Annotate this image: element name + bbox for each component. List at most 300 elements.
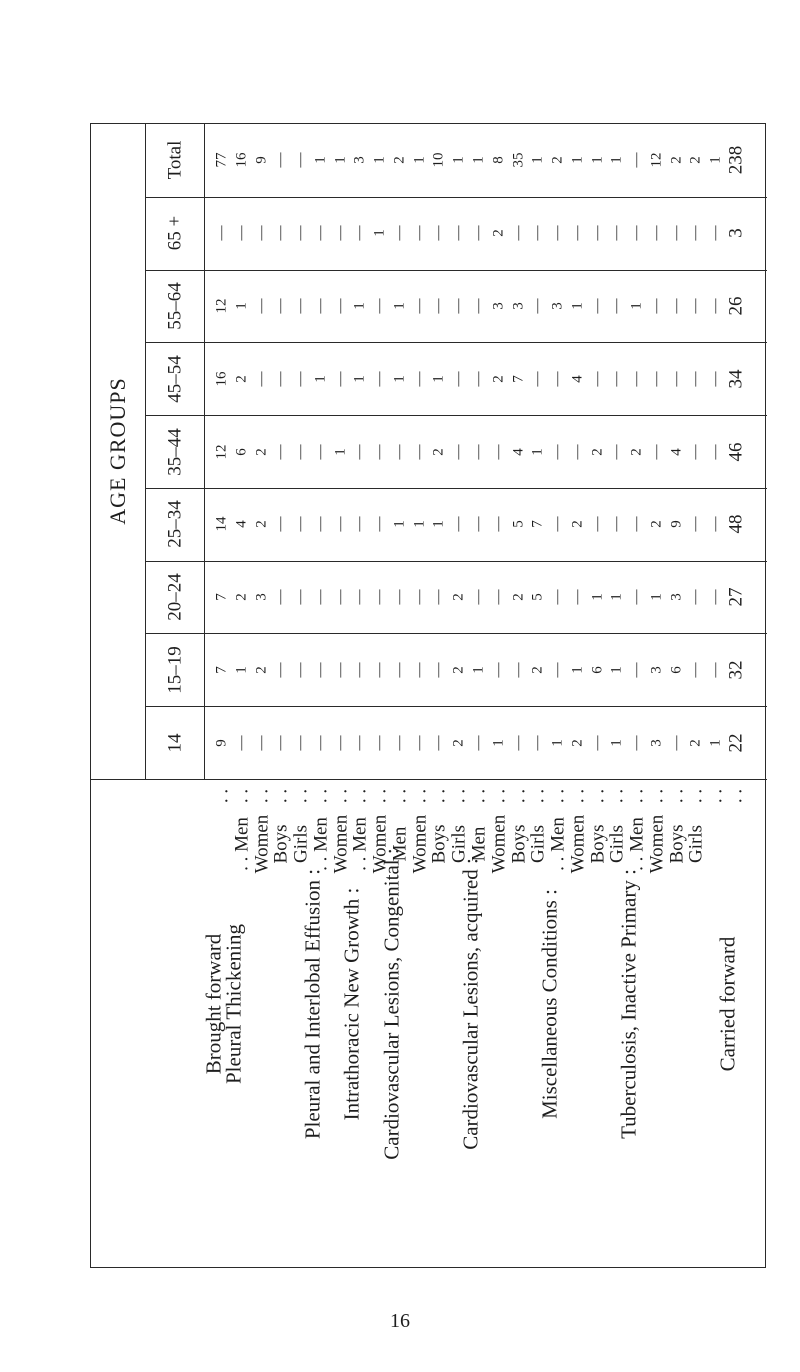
table-cell: — (628, 589, 645, 605)
table-cell: — (371, 662, 388, 678)
row-leader-dots: . . (231, 788, 253, 804)
table-cell: — (648, 371, 665, 387)
table-cell: 8 (490, 156, 507, 165)
row-leader-dots: . . (349, 788, 371, 804)
table-cell: — (351, 662, 368, 678)
table-cell: — (687, 662, 704, 678)
row-leader-dots: . . (290, 788, 312, 804)
column-divider (145, 561, 767, 562)
table-cell: — (549, 225, 566, 241)
table-cell: — (549, 371, 566, 387)
table-cell: — (292, 298, 309, 314)
table-cell: — (529, 371, 546, 387)
table-cell: 2 (253, 666, 270, 674)
table-cell: — (312, 444, 329, 459)
row-sex-label: . . Men (349, 817, 371, 871)
column-header: 25–34 (164, 500, 186, 549)
table-cell: — (470, 589, 487, 605)
table-cell: — (549, 444, 566, 459)
table-cell: — (312, 589, 329, 605)
row-leader-dots: . . (389, 788, 411, 804)
row-sex-label: Men (389, 826, 411, 862)
table-cell: — (391, 662, 408, 678)
table-cell: — (628, 662, 645, 678)
row-group-label: Intrathoracic New Growth : (339, 887, 364, 1121)
row-leader-dots: . . (685, 788, 707, 804)
table-cell: — (371, 516, 388, 532)
row-sex-label: Women (369, 814, 391, 874)
table-cell: — (470, 298, 487, 314)
row-leader-dots: . . (705, 788, 727, 804)
table-cell: — (470, 735, 487, 751)
table-cell: — (332, 662, 349, 678)
column-divider (145, 488, 767, 489)
table-cell: — (470, 516, 487, 532)
table-cell: 1 (608, 738, 625, 747)
table-cell: — (628, 371, 645, 387)
table-cell: — (668, 298, 685, 314)
table-cell: — (529, 298, 546, 314)
table-cell: 2 (253, 520, 270, 529)
row-sex-label: Men (468, 826, 490, 862)
row-sex-label: Girls (290, 825, 312, 863)
table-cell: 2 (549, 156, 566, 165)
table-cell: — (450, 371, 467, 387)
table-cell: — (648, 225, 665, 241)
table-cell: — (312, 516, 329, 532)
table-cell: 2 (430, 447, 447, 456)
table-cell: 1 (608, 593, 625, 601)
table-cell: — (648, 298, 665, 314)
table-cell: 14 (213, 516, 230, 532)
table-cell: — (707, 298, 724, 314)
column-header: 14 (164, 733, 186, 753)
column-divider (145, 706, 767, 707)
table-cell: — (391, 735, 408, 751)
table-cell: 48 (725, 514, 747, 534)
body-divider (91, 779, 767, 780)
table-cell: 2 (450, 593, 467, 601)
table-cell: 3 (725, 228, 747, 238)
column-header: 55–64 (164, 282, 186, 330)
table-cell: 1 (549, 738, 566, 747)
table-cell: — (371, 444, 388, 459)
column-header: 20–24 (164, 573, 186, 621)
table-cell: — (391, 589, 408, 605)
table-cell: 4 (510, 447, 527, 456)
row-sex-label: Women (409, 814, 431, 874)
row-group-label: Brought forward (201, 933, 226, 1075)
table-cell: 27 (725, 587, 747, 607)
row-leader-dots: . . (626, 788, 648, 804)
table-cell: — (707, 371, 724, 387)
row-leader-dots: . . (666, 788, 688, 804)
table-cell: — (332, 589, 349, 605)
table-cell: 1 (608, 156, 625, 165)
heading-divider (204, 124, 205, 779)
table-cell: — (668, 735, 685, 751)
column-divider (145, 415, 767, 416)
row-group-label: Pleural Thickening (221, 924, 246, 1084)
row-leader-dots: . . (448, 788, 470, 804)
table-cell: 1 (312, 374, 329, 383)
table-cell: — (430, 735, 447, 751)
table-cell: 1 (312, 156, 329, 165)
table-cell: — (312, 735, 329, 751)
table-cell: 9 (253, 156, 270, 165)
row-group-label: Pleural and Interlobal Effusion : (300, 868, 325, 1140)
table-cell: — (707, 225, 724, 241)
table-cell: — (589, 298, 606, 314)
table-cell: 1 (569, 156, 586, 165)
table-cell: 1 (351, 374, 368, 383)
table-cell: — (608, 225, 625, 241)
row-sex-label: Girls (606, 825, 628, 863)
table-cell: — (470, 371, 487, 387)
row-leader-dots: . . (567, 788, 589, 804)
table-cell: — (687, 444, 704, 459)
table-cell: — (608, 516, 625, 532)
table-cell: 4 (233, 520, 250, 529)
table-cell: 1 (707, 156, 724, 165)
table-cell: 2 (490, 229, 507, 237)
table-cell: — (569, 589, 586, 605)
table-cell: — (371, 371, 388, 387)
table-cell: 7 (510, 374, 527, 383)
table-cell: — (430, 225, 447, 241)
row-sex-label: Boys (587, 824, 609, 864)
row-leader-dots: . . (330, 788, 352, 804)
row-sex-label: Women (567, 814, 589, 874)
table-cell: — (272, 662, 289, 678)
title-divider (145, 124, 146, 779)
row-leader-dots: . . (270, 788, 292, 804)
table-cell: 1 (470, 666, 487, 674)
row-sex-label: Women (330, 814, 352, 874)
row-sex-label: Boys (508, 824, 530, 864)
table-cell: 1 (332, 447, 349, 456)
row-sex-label: Women (251, 814, 273, 874)
table-cell: 1 (490, 738, 507, 747)
table-cell: — (510, 225, 527, 241)
table-cell: 1 (608, 666, 625, 674)
row-leader-dots: . . (251, 788, 273, 804)
table-cell: — (351, 735, 368, 751)
table-cell: — (687, 371, 704, 387)
table-cell: — (351, 444, 368, 459)
table-cell: 1 (233, 302, 250, 310)
table-cell: 3 (510, 302, 527, 310)
table-cell: — (272, 735, 289, 751)
row-leader-dots: . . (310, 788, 332, 804)
row-leader-dots: . . (587, 788, 609, 804)
table-cell: — (332, 371, 349, 387)
column-header: Total (164, 140, 186, 180)
table-cell: 4 (668, 447, 685, 456)
table-cell: — (233, 225, 250, 241)
table-cell: — (569, 225, 586, 241)
table-cell: 2 (529, 666, 546, 674)
table-cell: 1 (707, 738, 724, 747)
table-cell: — (411, 589, 428, 605)
row-leader-dots: . . (646, 788, 668, 804)
table-cell: — (687, 516, 704, 532)
table-cell: — (608, 371, 625, 387)
table-cell: — (411, 225, 428, 241)
table-cell: — (707, 444, 724, 459)
row-leader-dots: . . (369, 788, 391, 804)
table-cell: 238 (725, 146, 747, 175)
table-cell: 9 (213, 738, 230, 747)
table-cell: 5 (529, 593, 546, 601)
table-cell: — (608, 298, 625, 314)
column-divider (145, 197, 767, 198)
row-sex-label: Girls (527, 825, 549, 863)
table-cell: — (371, 735, 388, 751)
table-cell: — (707, 662, 724, 678)
table-cell: — (648, 444, 665, 459)
table-cell: — (589, 371, 606, 387)
table-cell: 1 (371, 229, 388, 237)
table-cell: — (292, 516, 309, 532)
table-cell: — (510, 662, 527, 678)
table-cell: 2 (450, 738, 467, 747)
table-cell: 2 (569, 520, 586, 529)
table-cell: — (411, 444, 428, 459)
table-cell: — (272, 298, 289, 314)
table-cell: 1 (233, 666, 250, 674)
table-cell: — (668, 225, 685, 241)
table-cell: 46 (725, 442, 747, 461)
row-sex-label: . . Men (626, 817, 648, 871)
table-cell: 1 (529, 447, 546, 456)
age-groups-table (90, 123, 766, 1268)
table-cell: 16 (233, 152, 250, 168)
table-cell: 1 (411, 156, 428, 165)
table-cell: 35 (510, 152, 527, 168)
table-cell: — (253, 735, 270, 751)
table-cell: 2 (628, 447, 645, 456)
table-cell: — (351, 516, 368, 532)
table-cell: — (628, 516, 645, 532)
table-cell: 1 (470, 156, 487, 165)
table-cell: — (332, 735, 349, 751)
table-cell: 7 (213, 593, 230, 601)
table-cell: 1 (430, 520, 447, 529)
row-leader-dots: . . (547, 788, 569, 804)
table-cell: — (411, 298, 428, 314)
table-cell: 2 (450, 666, 467, 674)
table-cell: — (450, 225, 467, 241)
table-cell: 34 (725, 369, 747, 389)
table-cell: 6 (668, 666, 685, 674)
table-cell: 2 (589, 447, 606, 456)
row-group-label: Miscellaneous Conditions : (537, 889, 562, 1119)
table-cell: 1 (450, 156, 467, 165)
row-group-label: Carried forward (715, 936, 740, 1072)
table-cell: 2 (490, 374, 507, 383)
table-cell: — (430, 298, 447, 314)
table-cell: — (490, 516, 507, 532)
table-cell: — (628, 735, 645, 751)
table-cell: 1 (430, 374, 447, 383)
table-cell: 3 (351, 156, 368, 165)
table-cell: 9 (668, 520, 685, 529)
table-cell: 1 (628, 302, 645, 310)
table-cell: 1 (648, 593, 665, 601)
table-cell: 1 (589, 593, 606, 601)
table-cell: 32 (725, 660, 747, 680)
table-cell: — (470, 225, 487, 241)
table-cell: — (292, 589, 309, 605)
table-cell: — (272, 371, 289, 387)
table-cell: — (490, 589, 507, 605)
row-leader-dots: . . (527, 788, 549, 804)
table-cell: 12 (213, 298, 230, 314)
table-cell: — (549, 589, 566, 605)
table-cell: 2 (253, 447, 270, 456)
row-leader-dots: . . (488, 788, 510, 804)
column-header: 15–19 (164, 646, 186, 694)
table-cell: 1 (529, 156, 546, 165)
table-cell: 1 (569, 666, 586, 674)
row-leader-dots: . . (211, 788, 233, 804)
table-cell: — (312, 662, 329, 678)
table-cell: — (628, 225, 645, 241)
table-cell: 3 (549, 302, 566, 310)
table-cell: — (687, 225, 704, 241)
table-cell: — (707, 589, 724, 605)
column-header: 65 + (164, 215, 186, 251)
table-cell: — (332, 225, 349, 241)
table-cell: — (253, 225, 270, 241)
table-cell: — (272, 516, 289, 532)
row-sex-label: Women (488, 814, 510, 874)
row-leader-dots: . . (428, 788, 450, 804)
table-cell: 2 (687, 156, 704, 165)
table-cell: 1 (569, 302, 586, 310)
table-cell: 1 (351, 302, 368, 310)
row-sex-label: . . Men (310, 817, 332, 871)
table-cell: — (411, 371, 428, 387)
table-cell: 77 (213, 152, 230, 168)
table-cell: — (608, 444, 625, 459)
table-cell: — (569, 444, 586, 459)
row-sex-label: . . Men (231, 817, 253, 871)
table-cell: 2 (668, 156, 685, 165)
table-cell: — (450, 516, 467, 532)
table-cell: — (292, 152, 309, 168)
table-cell: 2 (233, 374, 250, 383)
table-cell: — (529, 735, 546, 751)
table-cell: 3 (253, 593, 270, 601)
table-cell: — (292, 371, 309, 387)
table-cell: — (450, 298, 467, 314)
table-cell: — (351, 589, 368, 605)
table-cell: — (490, 662, 507, 678)
table-cell: 12 (213, 444, 230, 459)
table-cell: — (411, 735, 428, 751)
table-cell: — (470, 444, 487, 459)
table-cell: — (687, 298, 704, 314)
column-header: 45–54 (164, 354, 186, 403)
table-cell: — (253, 371, 270, 387)
table-cell: — (490, 444, 507, 459)
table-cell: 4 (569, 374, 586, 383)
table-cell: — (272, 589, 289, 605)
table-title: AGE GROUPS (105, 377, 130, 525)
table-cell: — (430, 589, 447, 605)
table-cell: 1 (391, 520, 408, 529)
table-cell: — (292, 662, 309, 678)
table-cell: — (411, 662, 428, 678)
table-cell: 2 (391, 156, 408, 165)
table-cell: 3 (648, 666, 665, 674)
table-cell: — (589, 735, 606, 751)
table-cell: 2 (648, 520, 665, 529)
table-cell: 10 (430, 152, 447, 168)
table-cell: — (312, 298, 329, 314)
table-cell: — (589, 225, 606, 241)
table-cell: 3 (490, 302, 507, 310)
table-cell: — (292, 735, 309, 751)
row-group-label: Tuberculosis, Inactive Primary : (616, 869, 641, 1139)
table-cell: 7 (529, 520, 546, 529)
table-cell: — (707, 516, 724, 532)
table-cell: 3 (668, 593, 685, 601)
table-cell: — (687, 589, 704, 605)
table-cell: 2 (687, 738, 704, 747)
table-cell: 1 (332, 156, 349, 165)
table-cell: — (292, 225, 309, 241)
row-leader-dots: . . (409, 788, 431, 804)
table-cell: — (332, 516, 349, 532)
table-cell: — (332, 298, 349, 314)
table-cell: — (253, 298, 270, 314)
table-cell: — (272, 152, 289, 168)
table-cell: — (272, 444, 289, 459)
table-cell: 1 (371, 156, 388, 165)
row-leader-dots: . . (508, 788, 530, 804)
row-sex-label: Girls (685, 825, 707, 863)
row-leader-dots: . . (468, 788, 490, 804)
table-cell: 6 (589, 666, 606, 674)
table-cell: 2 (233, 593, 250, 601)
table-cell: — (272, 225, 289, 241)
table-cell: 2 (510, 593, 527, 601)
table-cell: — (549, 662, 566, 678)
table-cell: 5 (510, 520, 527, 529)
table-cell: 7 (213, 666, 230, 674)
table-cell: 1 (411, 520, 428, 529)
table-cell: — (589, 516, 606, 532)
table-cell: 1 (589, 156, 606, 165)
table-cell: — (391, 225, 408, 241)
column-divider (145, 270, 767, 271)
table-cell: 6 (233, 447, 250, 456)
row-group-label: Cardiovascular Lesions, Congenital : (379, 848, 404, 1160)
table-cell: — (371, 589, 388, 605)
table-cell: 26 (725, 296, 747, 316)
table-cell: 3 (648, 738, 665, 747)
table-cell: 16 (213, 371, 230, 387)
row-sex-label: Boys (428, 824, 450, 864)
table-cell: — (312, 225, 329, 241)
table-cell: 12 (648, 152, 665, 168)
table-cell: — (292, 444, 309, 459)
table-cell: 1 (391, 302, 408, 310)
table-cell: 22 (725, 733, 747, 753)
